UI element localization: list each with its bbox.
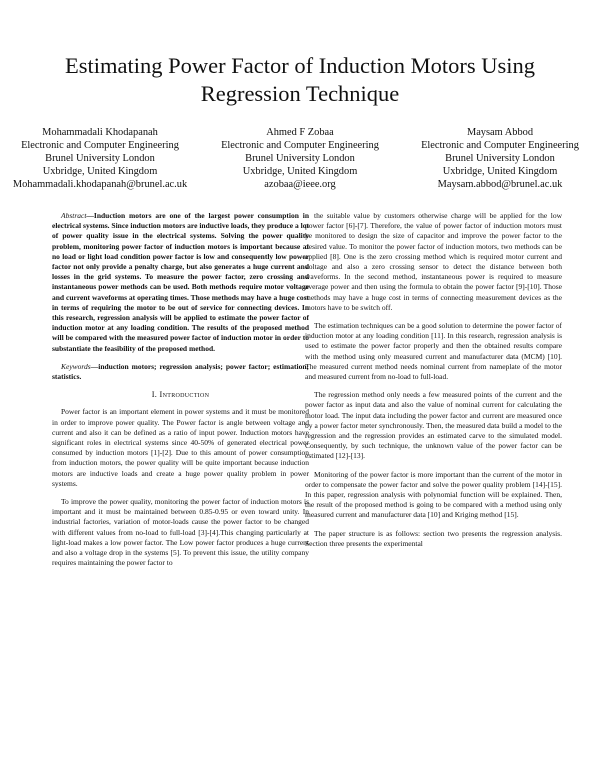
author-department: Electronic and Computer Engineering [421, 140, 579, 151]
abstract-text: —Induction motors are one of the largest power consumption in electrical systems. Since induction motors are inductive loads, they produce a lot of power quality issue in the electrical systems. Solving the power quality problem, monitoring power factor of induction motors is important because at no load or light load condition power factor is low and consequently low power factor not only provide a penalty charge, but also generates a huge current and losses in the grid systems. To measure the power factor, zero crossing and instantaneous power methods can be used. Both methods require motor voltage and current waveforms at operating times. Those methods may have a huge cost in terms of requiring the motor to be out of service for connecting devices. In this research, regression analysis will be applied to estimate the power factor of induction motor at any loading condition. The results of the proposed method will be compared with the measured power factor of induction motor in order to substantiate the feasibility of the proposed method. [52, 211, 309, 353]
author-name: Maysam Abbod [466, 127, 534, 138]
paper-title: Estimating Power Factor of Induction Motors Using Regression Technique [65, 53, 535, 106]
author-department: Electronic and Computer Engineering [21, 140, 179, 151]
body-paragraph: Power factor is an important element in power systems and it must be monitored in order to improve power quality. The Power factor is angle between voltage and current and also it can be defined as a ratio of input power. Induction motors have significant roles in electrical systems since 40-50% of generated electrical power consumed by induction motors [1]-[2]. Due to this amount of power consumption from induction motors, the power quality will be quite important because induction motors are inductive loads and create a huge power quality problem in power systems. [52, 407, 309, 488]
author-1 [0, 126, 200, 191]
author-location: Uxbridge, United Kingdom [442, 166, 558, 177]
author-email: azobaa@ieee.org [264, 179, 336, 190]
keywords-label: Keywords [61, 361, 91, 371]
author-university: Brunel University London [245, 153, 355, 164]
author-location: Uxbridge, United Kingdom [42, 166, 158, 177]
section-heading-introduction: I. Introduction [151, 390, 210, 400]
author-university: Brunel University London [445, 153, 555, 164]
keywords [52, 362, 309, 382]
author-name: Mohammadali Khodapanah [42, 127, 158, 138]
author-email: Maysam.abbod@brunel.ac.uk [437, 179, 563, 190]
author-email: Mohammadali.khodapanah@brunel.ac.uk [12, 179, 188, 190]
body-paragraph: The regression method only needs a few measured points of the current and the power factor as input data and also the value of nominal current for calculating the motor load. The input data including the power factor and current are measured once by a power factor meter synchronously. Then, the measured data build a model to the regression and the regression provides an estimated carve to the simulated model. Consequently, by such technique, the unknown value of the power factor can be estimated [12]-[13]. [305, 390, 562, 461]
body-paragraph: To improve the power quality, monitoring the power factor of induction motors is important and it must be maintained between 0.85-0.95 or even toward unity. In industrial factories, variation of motor-loads cause the power factor to be changed with different values from no-load to full-load [3]-[4].This changing particularly at light-load makes a low power factor. The Low power factor produces a huge current and also a voltage drop in the systems [5]. To prevent this issue, the utility company requires maintaining the power factor to [52, 497, 309, 568]
author-department: Electronic and Computer Engineering [221, 140, 379, 151]
author-name: Ahmed F Zobaa [266, 127, 334, 138]
author-2 [200, 126, 400, 191]
body-paragraph: The paper structure is as follows: section two presents the regression analysis. Section three presents the experimental [305, 528, 562, 548]
author-location: Uxbridge, United Kingdom [242, 166, 358, 177]
author-university: Brunel University London [45, 153, 155, 164]
keywords-text: —induction motors; regression analysis; power factor; estimation; statistics. [52, 361, 309, 382]
right-column [305, 211, 562, 557]
author-3 [400, 126, 600, 191]
body-paragraph: The estimation techniques can be a good solution to determine the power factor of induction motor at any loading condition [11]. In this research, regression analysis is used to estimate the power factor properly and then the obtained results compare with the method using only measured current and manufacturer data (MCM) [10]. The measured current method needs nominal current from nameplate of the motor and measured current from no-load to full-load. [305, 321, 562, 382]
abstract [52, 211, 309, 354]
abstract-label: Abstract [61, 211, 87, 220]
left-column [52, 211, 309, 577]
body-paragraph: Monitoring of the power factor is more important than the current of the motor in order to compensate the power factor and solve the power quality problem [14]-[15]. In this paper, regression analysis with polynomial function will be explained. Then, the result of the proposed method is going to be compared with a method using only measured current and manufacturer data [10] and Kriging method [15]. [305, 469, 562, 520]
body-paragraph: the suitable value by customers otherwise charge will be applied for the low power factor [6]-[7]. Therefore, the value of power factor of induction motors must be monitored to design the size of capacitor and improve the power factor to the desired value. To monitor the power factor of induction motors, two methods can be applied [8]. One is the zero crossing method which is required motor current and voltage and also a zero crossing sensor to detect the distance between both waveforms. In the second method, instantaneous power is required to measure average power and then using the formula to obtain the power factor [9]-[10]. Those methods may have a huge cost in terms of connecting measurement devices as the motors have to be switch off. [305, 211, 562, 312]
